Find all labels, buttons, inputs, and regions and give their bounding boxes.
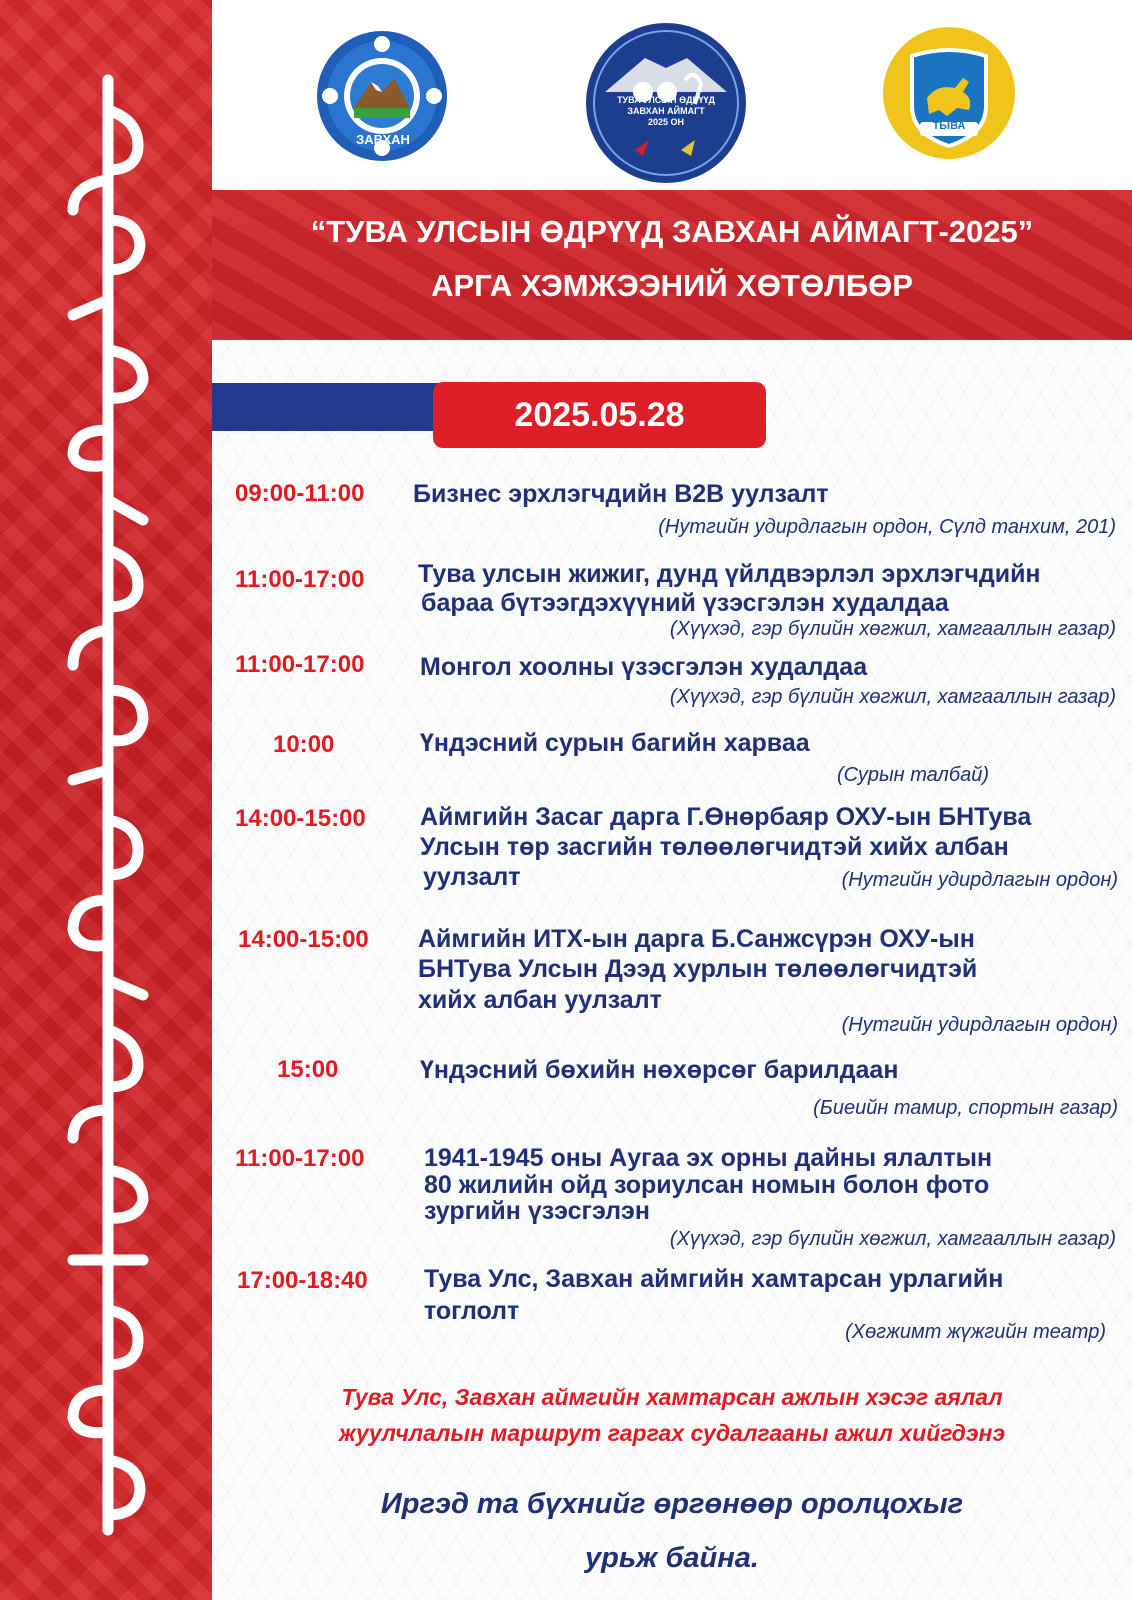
event-location: (Биеийн тамир, спортын газар) xyxy=(813,1097,1118,1119)
event-title: Монгол хоолны үзэсгэлэн худалдаа xyxy=(420,653,868,681)
event-time: 11:00-17:00 xyxy=(235,566,365,593)
event-logo-text-1: ТУВА УЛСЫН ӨДРҮҮД xyxy=(617,95,715,105)
event-location: (Нутгийн удирдлагын ордон) xyxy=(841,869,1118,891)
event-title: БНТува Улсын Дээд хурлын төлөөлөгчидтэй xyxy=(418,955,978,983)
event-title: тоглолт xyxy=(424,1297,520,1325)
event-location: (Хүүхэд, гэр бүлийн хөгжил, хамгааллын газар) xyxy=(669,686,1116,708)
event-location: (Хөгжимт жүжгийн театр) xyxy=(845,1321,1106,1343)
tyva-emblem-logo xyxy=(882,26,1017,161)
event-title: Үндэсний бөхийн нөхөрсөг барилдаан xyxy=(420,1056,899,1084)
zavkhan-logo-label: ЗАВХАН xyxy=(356,132,410,147)
event-title: хийх албан уулзалт xyxy=(418,986,662,1014)
event-logo-text-3: 2025 ОН xyxy=(647,117,685,127)
event-time: 15:00 xyxy=(277,1056,339,1083)
left-decorative-band xyxy=(0,0,212,1600)
tyva-logo-label: ТЫВА xyxy=(932,120,966,132)
title-line-2: АРГА ХЭМЖЭЭНИЙ ХӨТӨЛБӨР xyxy=(431,268,913,303)
title-band xyxy=(212,190,1132,340)
event-title: Үндэсний сурын багийн харваа xyxy=(420,729,810,757)
footer-invite-line-1: Иргэд та бүхнийг өргөнөөр оролцохыг xyxy=(380,1488,964,1520)
event-location: (Нутгийн удирдлагын ордон, Сүлд танхим, 201) xyxy=(658,516,1116,538)
event-location: (Сурын талбай) xyxy=(836,764,989,786)
event-logo-text-2: ЗАВХАН АЙМАГТ xyxy=(627,106,705,116)
event-time: 14:00-15:00 xyxy=(238,926,369,953)
event-title: Аймгийн Засаг дарга Г.Өнөрбаяр ОХУ-ын БНТува xyxy=(420,803,1032,831)
event-title: Бизнес эрхлэгчдийн B2B уулзалт xyxy=(413,480,829,508)
event-time: 17:00-18:40 xyxy=(237,1267,368,1294)
header-logos-area xyxy=(212,0,1132,190)
event-time: 11:00-17:00 xyxy=(235,1145,365,1172)
event-title: Улсын төр засгийн төлөөлөгчидтэй хийх албан xyxy=(420,833,1009,861)
event-time: 09:00-11:00 xyxy=(235,480,365,507)
mongolian-script-calligraphy xyxy=(58,70,158,1540)
event-time: 10:00 xyxy=(273,731,335,758)
title-line-1: “ТУВА УЛСЫН ӨДРҮҮД ЗАВХАН АЙМАГТ-2025” xyxy=(310,214,1034,249)
event-title: бараа бүтээгдэхүүний үзэсгэлэн худалдаа xyxy=(421,589,949,617)
event-title: 80 жилийн ойд зориулсан номын болон фото xyxy=(424,1171,990,1199)
footer-note-line-2: жуулчлалын маршрут гаргах судалгааны ажил хийгдэнэ xyxy=(338,1420,1006,1446)
event-location: (Хүүхэд, гэр бүлийн хөгжил, хамгааллын газар) xyxy=(669,618,1116,640)
event-date: 2025.05.28 xyxy=(433,382,766,448)
footer-invite-line-2: урьж байна. xyxy=(585,1542,759,1574)
event-location: (Хүүхэд, гэр бүлийн хөгжил, хамгааллын газар) xyxy=(669,1228,1116,1250)
event-title: зургийн үзэсгэлэн xyxy=(424,1197,650,1225)
event-time: 14:00-15:00 xyxy=(235,805,366,832)
event-title: Тува улсын жижиг, дунд үйлдвэрлэл эрхлэгчдийн xyxy=(418,560,1041,588)
footer-note-line-1: Тува Улс, Завхан аймгийн хамтарсан ажлын хэсэг аялал xyxy=(341,1384,1003,1410)
event-location: (Нутгийн удирдлагын ордон) xyxy=(841,1014,1118,1036)
event-title: уулзалт xyxy=(423,863,521,891)
event-title: 1941-1945 оны Аугаа эх орны дайны ялалтын xyxy=(424,1144,993,1172)
event-title: Тува Улс, Завхан аймгийн хамтарсан урлагийн xyxy=(424,1265,1004,1293)
event-time: 11:00-17:00 xyxy=(235,651,365,678)
event-title: Аймгийн ИТХ-ын дарга Б.Санжсүрэн ОХУ-ын xyxy=(418,925,975,953)
